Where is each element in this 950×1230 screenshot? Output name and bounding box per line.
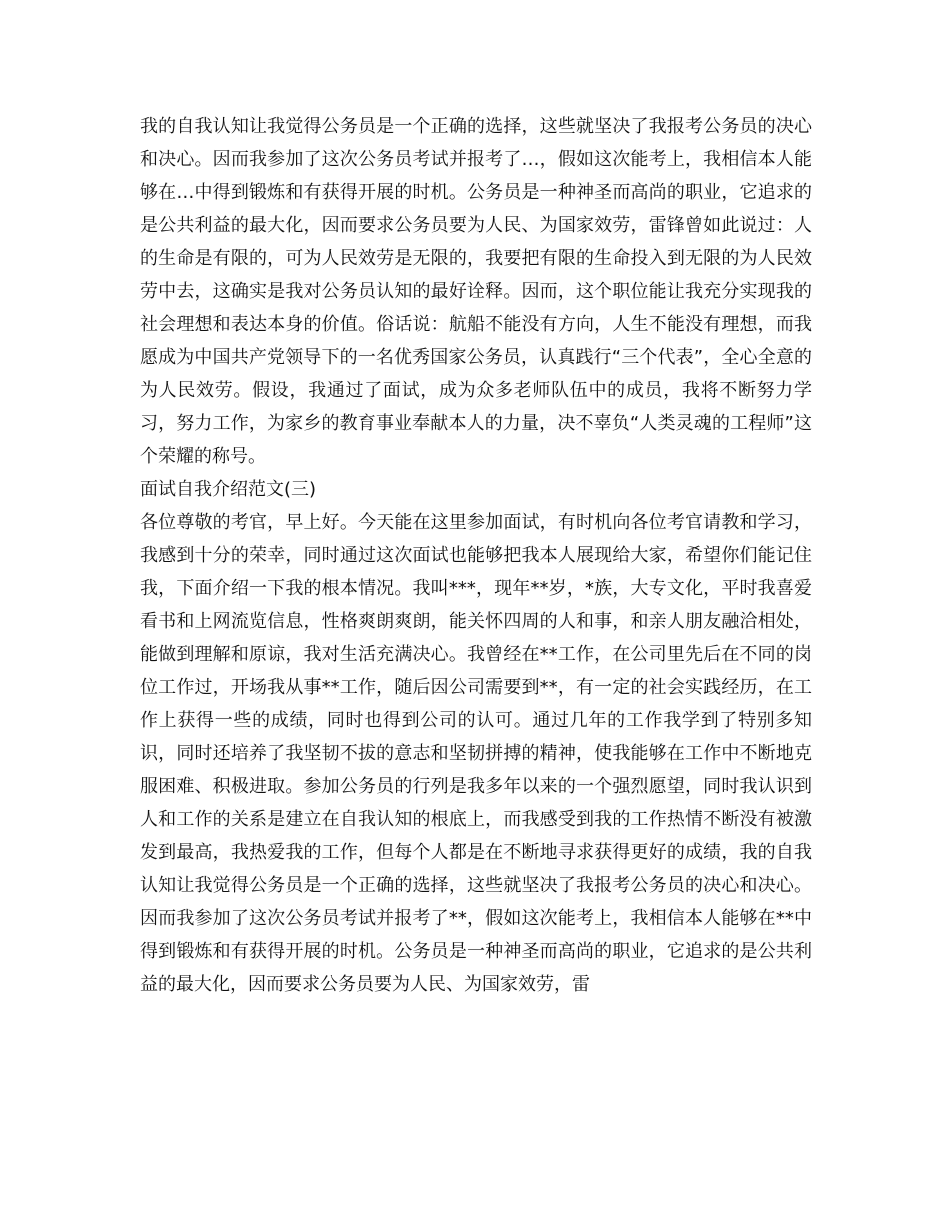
- paragraph-main: 各位尊敬的考官，早上好。今天能在这里参加面试，有时机向各位考官请教和学习，我感到十分的荣幸，同时通过这次面试也能够把我本人展现给大家，希望你们能记住我，下面介绍一下我的根本情况。我叫***，现年**岁，*族，大专文化，平时我喜爱看书和上网流览信息，性格爽朗爽朗，能关怀四周的人和事，和亲人朋友融洽相处，能做到理解和原谅，我对生活充满决心。我曾经在**工作，在公司里先后在不同的岗位工作过，开场我从事**工作，随后因公司需要到**，有一定的社会实践经历，在工作上获得一些的成绩，同时也得到公司的认可。通过几年的工作我学到了特别多知识，同时还培养了我坚韧不拔的意志和坚韧拼搏的精神，使我能够在工作中不断地克服困难、积极进取。参加公务员的行列是我多年以来的一个强烈愿望，同时我认识到人和工作的关系是建立在自我认知的根底上，而我感受到我的工作热情不断没有被激发到最高，我热爱我的工作，但每个人都是在不断地寻求获得更好的成绩，我的自我认知让我觉得公务员是一个正确的选择，这些就坚决了我报考公务员的决心和决心。因而我参加了这次公务员考试并报考了**，假如这次能考上，我相信本人能够在**中得到锻炼和有获得开展的时机。公务员是一种神圣而高尚的职业，它追求的是公共利益的最大化，因而要求公务员要为人民、为国家效劳，雷: [140, 512, 812, 995]
- paragraph-continued: 我的自我认知让我觉得公务员是一个正确的选择，这些就坚决了我报考公务员的决心和决心。因而我参加了这次公务员考试并报考了…，假如这次能考上，我相信本人能够在…中得到锻炼和有获得开展的时机。公务员是一种神圣而高尚的职业，它追求的是公共利益的最大化，因而要求公务员要为人民、为国家效劳，雷锋曾如此说过：人的生命是有限的，可为人民效劳是无限的，我要把有限的生命投入到无限的为人民效劳中去，这确实是我对公务员认知的最好诠释。因而，这个职位能让我充分实现我的社会理想和表达本身的价值。俗话说：航船不能没有方向，人生不能没有理想，而我愿成为中国共产党领导下的一名优秀国家公务员，认真践行“三个代表”，全心全意的为人民效劳。假设，我通过了面试，成为众多老师队伍中的成员，我将不断努力学习，努力工作，为家乡的教育事业奉献本人的力量，决不辜负“人类灵魂的工程师”这个荣耀的称号。: [140, 116, 812, 467]
- section-title: 面试自我介绍范文(三): [140, 479, 317, 500]
- document-body: [140, 110, 812, 1001]
